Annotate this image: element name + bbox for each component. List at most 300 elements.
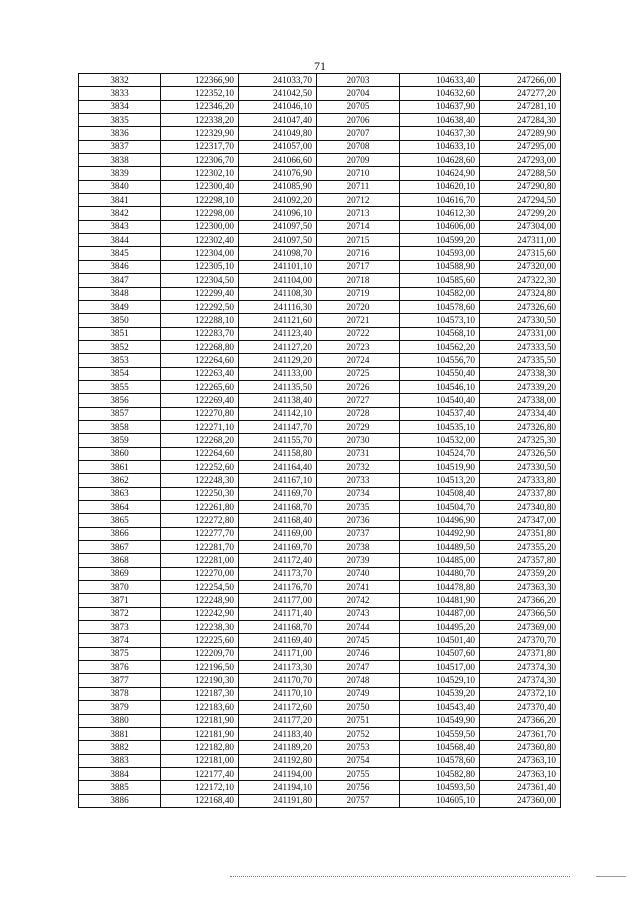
point-id-right: 20746 [317, 647, 400, 660]
point-id-left: 3854 [79, 367, 161, 380]
x-coordinate-left: 122292,50 [161, 300, 239, 313]
y-coordinate-right: 247361,40 [480, 781, 561, 794]
table-row [79, 274, 561, 287]
y-coordinate-right: 247330,50 [480, 460, 561, 473]
x-coordinate-right: 104562,20 [400, 340, 480, 353]
y-coordinate-left: 241170,70 [239, 674, 317, 687]
y-coordinate-right: 247351,80 [480, 527, 561, 540]
point-id-right: 20710 [317, 167, 400, 180]
x-coordinate-right: 104556,70 [400, 354, 480, 367]
y-coordinate-right: 247326,60 [480, 300, 561, 313]
point-id-right: 20717 [317, 260, 400, 273]
y-coordinate-right: 247299,20 [480, 207, 561, 220]
y-coordinate-right: 247295,00 [480, 140, 561, 153]
y-coordinate-left: 241108,30 [239, 287, 317, 300]
page-number: 71 [314, 59, 326, 73]
y-coordinate-left: 241096,10 [239, 207, 317, 220]
y-coordinate-right: 247363,10 [480, 754, 561, 767]
point-id-left: 3849 [79, 300, 161, 313]
table-row [79, 794, 561, 807]
y-coordinate-right: 247330,50 [480, 314, 561, 327]
point-id-right: 20739 [317, 554, 400, 567]
point-id-right: 20757 [317, 794, 400, 807]
y-coordinate-right: 247326,80 [480, 420, 561, 433]
x-coordinate-left: 122187,30 [161, 687, 239, 700]
table-row [79, 154, 561, 167]
point-id-left: 3861 [79, 460, 161, 473]
y-coordinate-right: 247371,80 [480, 647, 561, 660]
x-coordinate-right: 104495,20 [400, 621, 480, 634]
point-id-right: 20712 [317, 194, 400, 207]
x-coordinate-right: 104532,00 [400, 434, 480, 447]
x-coordinate-left: 122265,60 [161, 380, 239, 393]
point-id-right: 20741 [317, 581, 400, 594]
y-coordinate-left: 241189,20 [239, 741, 317, 754]
coordinates-table [78, 73, 561, 808]
y-coordinate-left: 241168,70 [239, 621, 317, 634]
point-id-right: 20752 [317, 727, 400, 740]
y-coordinate-left: 241042,50 [239, 87, 317, 100]
table-row [79, 647, 561, 660]
point-id-right: 20716 [317, 247, 400, 260]
table-row [79, 407, 561, 420]
y-coordinate-left: 241098,70 [239, 247, 317, 260]
x-coordinate-left: 122281,00 [161, 554, 239, 567]
x-coordinate-right: 104543,40 [400, 701, 480, 714]
y-coordinate-left: 241092,20 [239, 194, 317, 207]
y-coordinate-left: 241172,40 [239, 554, 317, 567]
y-coordinate-right: 247370,70 [480, 634, 561, 647]
table-row [79, 434, 561, 447]
y-coordinate-left: 241076,90 [239, 167, 317, 180]
y-coordinate-left: 241135,50 [239, 380, 317, 393]
table-row [79, 140, 561, 153]
point-id-right: 20732 [317, 460, 400, 473]
point-id-left: 3873 [79, 621, 161, 634]
x-coordinate-right: 104519,90 [400, 460, 480, 473]
y-coordinate-right: 247290,80 [480, 180, 561, 193]
point-id-left: 3858 [79, 420, 161, 433]
y-coordinate-right: 247363,10 [480, 767, 561, 780]
point-id-left: 3859 [79, 434, 161, 447]
point-id-left: 3845 [79, 247, 161, 260]
y-coordinate-right: 247335,50 [480, 354, 561, 367]
x-coordinate-left: 122346,20 [161, 100, 239, 113]
point-id-right: 20740 [317, 567, 400, 580]
y-coordinate-right: 247374,30 [480, 661, 561, 674]
point-id-right: 20737 [317, 527, 400, 540]
y-coordinate-right: 247289,90 [480, 127, 561, 140]
point-id-right: 20714 [317, 220, 400, 233]
point-id-left: 3843 [79, 220, 161, 233]
x-coordinate-right: 104578,60 [400, 754, 480, 767]
x-coordinate-left: 122263,40 [161, 367, 239, 380]
table-row [79, 167, 561, 180]
table-row [79, 314, 561, 327]
point-id-left: 3857 [79, 407, 161, 420]
y-coordinate-right: 247288,50 [480, 167, 561, 180]
table-row [79, 74, 561, 87]
point-id-left: 3856 [79, 394, 161, 407]
point-id-right: 20754 [317, 754, 400, 767]
point-id-left: 3851 [79, 327, 161, 340]
table-row [79, 634, 561, 647]
y-coordinate-right: 247333,80 [480, 474, 561, 487]
table-row [79, 354, 561, 367]
table-row [79, 501, 561, 514]
x-coordinate-left: 122283,70 [161, 327, 239, 340]
y-coordinate-right: 247322,30 [480, 274, 561, 287]
y-coordinate-right: 247294,50 [480, 194, 561, 207]
x-coordinate-right: 104481,90 [400, 594, 480, 607]
table-row [79, 674, 561, 687]
point-id-left: 3875 [79, 647, 161, 660]
point-id-right: 20747 [317, 661, 400, 674]
y-coordinate-right: 247315,60 [480, 247, 561, 260]
x-coordinate-right: 104582,80 [400, 767, 480, 780]
point-id-right: 20723 [317, 340, 400, 353]
x-coordinate-left: 122304,00 [161, 247, 239, 260]
point-id-right: 20727 [317, 394, 400, 407]
y-coordinate-left: 241057,00 [239, 140, 317, 153]
point-id-right: 20734 [317, 487, 400, 500]
x-coordinate-left: 122181,90 [161, 714, 239, 727]
point-id-right: 20725 [317, 367, 400, 380]
y-coordinate-right: 247347,00 [480, 514, 561, 527]
point-id-left: 3848 [79, 287, 161, 300]
y-coordinate-right: 247361,70 [480, 727, 561, 740]
table-row [79, 380, 561, 393]
x-coordinate-left: 122300,40 [161, 180, 239, 193]
x-coordinate-right: 104504,70 [400, 501, 480, 514]
y-coordinate-left: 241169,00 [239, 527, 317, 540]
x-coordinate-right: 104489,50 [400, 541, 480, 554]
table-row [79, 754, 561, 767]
point-id-right: 20709 [317, 154, 400, 167]
y-coordinate-right: 247320,00 [480, 260, 561, 273]
point-id-right: 20722 [317, 327, 400, 340]
point-id-left: 3832 [79, 74, 161, 87]
x-coordinate-left: 122288,10 [161, 314, 239, 327]
y-coordinate-right: 247325,30 [480, 434, 561, 447]
table-row [79, 127, 561, 140]
point-id-right: 20718 [317, 274, 400, 287]
table-row [79, 367, 561, 380]
y-coordinate-right: 247324,80 [480, 287, 561, 300]
x-coordinate-right: 104620,10 [400, 180, 480, 193]
table-row [79, 247, 561, 260]
table-row [79, 767, 561, 780]
x-coordinate-left: 122302,40 [161, 234, 239, 247]
table-row [79, 727, 561, 740]
table-row [79, 594, 561, 607]
x-coordinate-right: 104524,70 [400, 447, 480, 460]
y-coordinate-left: 241183,40 [239, 727, 317, 740]
y-coordinate-right: 247366,20 [480, 594, 561, 607]
x-coordinate-right: 104492,90 [400, 527, 480, 540]
x-coordinate-left: 122317,70 [161, 140, 239, 153]
point-id-right: 20743 [317, 607, 400, 620]
point-id-left: 3866 [79, 527, 161, 540]
table-row [79, 581, 561, 594]
point-id-left: 3853 [79, 354, 161, 367]
x-coordinate-left: 122306,70 [161, 154, 239, 167]
y-coordinate-right: 247366,50 [480, 607, 561, 620]
x-coordinate-right: 104501,40 [400, 634, 480, 647]
point-id-right: 20706 [317, 114, 400, 127]
point-id-left: 3881 [79, 727, 161, 740]
y-coordinate-left: 241142,10 [239, 407, 317, 420]
x-coordinate-right: 104628,60 [400, 154, 480, 167]
y-coordinate-left: 241155,70 [239, 434, 317, 447]
y-coordinate-left: 241047,40 [239, 114, 317, 127]
table-row [79, 327, 561, 340]
y-coordinate-left: 241138,40 [239, 394, 317, 407]
point-id-right: 20708 [317, 140, 400, 153]
x-coordinate-left: 122268,80 [161, 340, 239, 353]
y-coordinate-right: 247357,80 [480, 554, 561, 567]
y-coordinate-left: 241168,40 [239, 514, 317, 527]
x-coordinate-left: 122305,10 [161, 260, 239, 273]
x-coordinate-right: 104550,40 [400, 367, 480, 380]
x-coordinate-left: 122298,00 [161, 207, 239, 220]
y-coordinate-right: 247331,00 [480, 327, 561, 340]
y-coordinate-left: 241097,50 [239, 220, 317, 233]
x-coordinate-right: 104573,10 [400, 314, 480, 327]
y-coordinate-right: 247355,20 [480, 541, 561, 554]
y-coordinate-left: 241191,80 [239, 794, 317, 807]
x-coordinate-right: 104480,70 [400, 567, 480, 580]
x-coordinate-left: 122254,50 [161, 581, 239, 594]
y-coordinate-left: 241194,10 [239, 781, 317, 794]
point-id-right: 20738 [317, 541, 400, 554]
x-coordinate-left: 122248,30 [161, 474, 239, 487]
y-coordinate-right: 247359,20 [480, 567, 561, 580]
y-coordinate-left: 241172,60 [239, 701, 317, 714]
table-row [79, 447, 561, 460]
x-coordinate-left: 122366,90 [161, 74, 239, 87]
point-id-left: 3863 [79, 487, 161, 500]
x-coordinate-right: 104508,40 [400, 487, 480, 500]
x-coordinate-right: 104549,90 [400, 714, 480, 727]
point-id-right: 20736 [317, 514, 400, 527]
x-coordinate-right: 104568,10 [400, 327, 480, 340]
y-coordinate-left: 241085,90 [239, 180, 317, 193]
table-row [79, 207, 561, 220]
table-row [79, 87, 561, 100]
point-id-left: 3850 [79, 314, 161, 327]
x-coordinate-right: 104606,00 [400, 220, 480, 233]
x-coordinate-right: 104578,60 [400, 300, 480, 313]
point-id-left: 3868 [79, 554, 161, 567]
point-id-right: 20751 [317, 714, 400, 727]
x-coordinate-left: 122181,90 [161, 727, 239, 740]
y-coordinate-left: 241169,70 [239, 541, 317, 554]
point-id-right: 20726 [317, 380, 400, 393]
point-id-right: 20720 [317, 300, 400, 313]
point-id-left: 3834 [79, 100, 161, 113]
x-coordinate-left: 122281,70 [161, 541, 239, 554]
coordinates-table-body [79, 74, 561, 808]
point-id-left: 3876 [79, 661, 161, 674]
x-coordinate-left: 122177,40 [161, 767, 239, 780]
y-coordinate-right: 247370,40 [480, 701, 561, 714]
x-coordinate-left: 122268,20 [161, 434, 239, 447]
x-coordinate-left: 122264,60 [161, 447, 239, 460]
point-id-left: 3885 [79, 781, 161, 794]
x-coordinate-right: 104624,90 [400, 167, 480, 180]
x-coordinate-right: 104599,20 [400, 234, 480, 247]
y-coordinate-right: 247334,40 [480, 407, 561, 420]
point-id-right: 20749 [317, 687, 400, 700]
x-coordinate-left: 122183,60 [161, 701, 239, 714]
x-coordinate-left: 122270,80 [161, 407, 239, 420]
y-coordinate-left: 241177,00 [239, 594, 317, 607]
x-coordinate-right: 104633,10 [400, 140, 480, 153]
point-id-right: 20728 [317, 407, 400, 420]
table-row [79, 287, 561, 300]
x-coordinate-right: 104513,20 [400, 474, 480, 487]
table-row [79, 741, 561, 754]
x-coordinate-left: 122172,10 [161, 781, 239, 794]
x-coordinate-right: 104496,90 [400, 514, 480, 527]
y-coordinate-right: 247284,30 [480, 114, 561, 127]
table-row [79, 487, 561, 500]
x-coordinate-left: 122302,10 [161, 167, 239, 180]
x-coordinate-right: 104585,60 [400, 274, 480, 287]
y-coordinate-left: 241171,40 [239, 607, 317, 620]
y-coordinate-left: 241046,10 [239, 100, 317, 113]
table-row [79, 260, 561, 273]
point-id-left: 3865 [79, 514, 161, 527]
y-coordinate-left: 241121,60 [239, 314, 317, 327]
x-coordinate-right: 104478,80 [400, 581, 480, 594]
table-row [79, 234, 561, 247]
point-id-left: 3842 [79, 207, 161, 220]
x-coordinate-right: 104546,10 [400, 380, 480, 393]
x-coordinate-right: 104539,20 [400, 687, 480, 700]
point-id-left: 3886 [79, 794, 161, 807]
table-row [79, 714, 561, 727]
x-coordinate-left: 122252,60 [161, 460, 239, 473]
y-coordinate-right: 247366,20 [480, 714, 561, 727]
point-id-left: 3840 [79, 180, 161, 193]
x-coordinate-left: 122168,40 [161, 794, 239, 807]
x-coordinate-left: 122277,70 [161, 527, 239, 540]
y-coordinate-left: 241104,00 [239, 274, 317, 287]
y-coordinate-left: 241173,70 [239, 567, 317, 580]
point-id-left: 3879 [79, 701, 161, 714]
table-row [79, 114, 561, 127]
point-id-left: 3847 [79, 274, 161, 287]
point-id-left: 3833 [79, 87, 161, 100]
y-coordinate-left: 241177,20 [239, 714, 317, 727]
table-row [79, 420, 561, 433]
y-coordinate-right: 247337,80 [480, 487, 561, 500]
y-coordinate-right: 247374,30 [480, 674, 561, 687]
table-row [79, 180, 561, 193]
x-coordinate-left: 122298,10 [161, 194, 239, 207]
y-coordinate-left: 241129,20 [239, 354, 317, 367]
point-id-left: 3880 [79, 714, 161, 727]
point-id-right: 20730 [317, 434, 400, 447]
y-coordinate-right: 247311,00 [480, 234, 561, 247]
table-row [79, 460, 561, 473]
x-coordinate-left: 122352,10 [161, 87, 239, 100]
y-coordinate-left: 241173,30 [239, 661, 317, 674]
y-coordinate-left: 241116,30 [239, 300, 317, 313]
y-coordinate-left: 241158,80 [239, 447, 317, 460]
y-coordinate-right: 247326,50 [480, 447, 561, 460]
table-row [79, 607, 561, 620]
x-coordinate-right: 104559,50 [400, 727, 480, 740]
x-coordinate-right: 104535,10 [400, 420, 480, 433]
y-coordinate-left: 241176,70 [239, 581, 317, 594]
point-id-left: 3838 [79, 154, 161, 167]
point-id-right: 20705 [317, 100, 400, 113]
table-row [79, 541, 561, 554]
x-coordinate-left: 122270,00 [161, 567, 239, 580]
point-id-left: 3870 [79, 581, 161, 594]
point-id-left: 3874 [79, 634, 161, 647]
x-coordinate-left: 122299,40 [161, 287, 239, 300]
table-row [79, 567, 561, 580]
point-id-left: 3862 [79, 474, 161, 487]
y-coordinate-left: 241170,10 [239, 687, 317, 700]
x-coordinate-right: 104487,00 [400, 607, 480, 620]
x-coordinate-left: 122261,80 [161, 501, 239, 514]
table-row [79, 514, 561, 527]
x-coordinate-right: 104568,40 [400, 741, 480, 754]
y-coordinate-right: 247339,20 [480, 380, 561, 393]
y-coordinate-right: 247266,00 [480, 74, 561, 87]
x-coordinate-left: 122329,90 [161, 127, 239, 140]
y-coordinate-right: 247360,00 [480, 794, 561, 807]
y-coordinate-right: 247304,00 [480, 220, 561, 233]
point-id-right: 20707 [317, 127, 400, 140]
y-coordinate-left: 241147,70 [239, 420, 317, 433]
point-id-left: 3839 [79, 167, 161, 180]
point-id-right: 20703 [317, 74, 400, 87]
point-id-left: 3846 [79, 260, 161, 273]
y-coordinate-left: 241169,70 [239, 487, 317, 500]
point-id-right: 20735 [317, 501, 400, 514]
point-id-left: 3878 [79, 687, 161, 700]
y-coordinate-left: 241167,10 [239, 474, 317, 487]
point-id-right: 20753 [317, 741, 400, 754]
x-coordinate-right: 104537,40 [400, 407, 480, 420]
point-id-right: 20711 [317, 180, 400, 193]
point-id-right: 20704 [317, 87, 400, 100]
x-coordinate-left: 122304,50 [161, 274, 239, 287]
point-id-right: 20733 [317, 474, 400, 487]
table-row [79, 340, 561, 353]
x-coordinate-left: 122271,10 [161, 420, 239, 433]
x-coordinate-right: 104637,30 [400, 127, 480, 140]
point-id-left: 3869 [79, 567, 161, 580]
y-coordinate-right: 247293,00 [480, 154, 561, 167]
point-id-right: 20742 [317, 594, 400, 607]
x-coordinate-left: 122300,00 [161, 220, 239, 233]
table-row [79, 220, 561, 233]
point-id-right: 20731 [317, 447, 400, 460]
x-coordinate-left: 122182,80 [161, 741, 239, 754]
table-row [79, 474, 561, 487]
x-coordinate-right: 104507,60 [400, 647, 480, 660]
point-id-right: 20755 [317, 767, 400, 780]
y-coordinate-left: 241101,10 [239, 260, 317, 273]
y-coordinate-left: 241033,70 [239, 74, 317, 87]
